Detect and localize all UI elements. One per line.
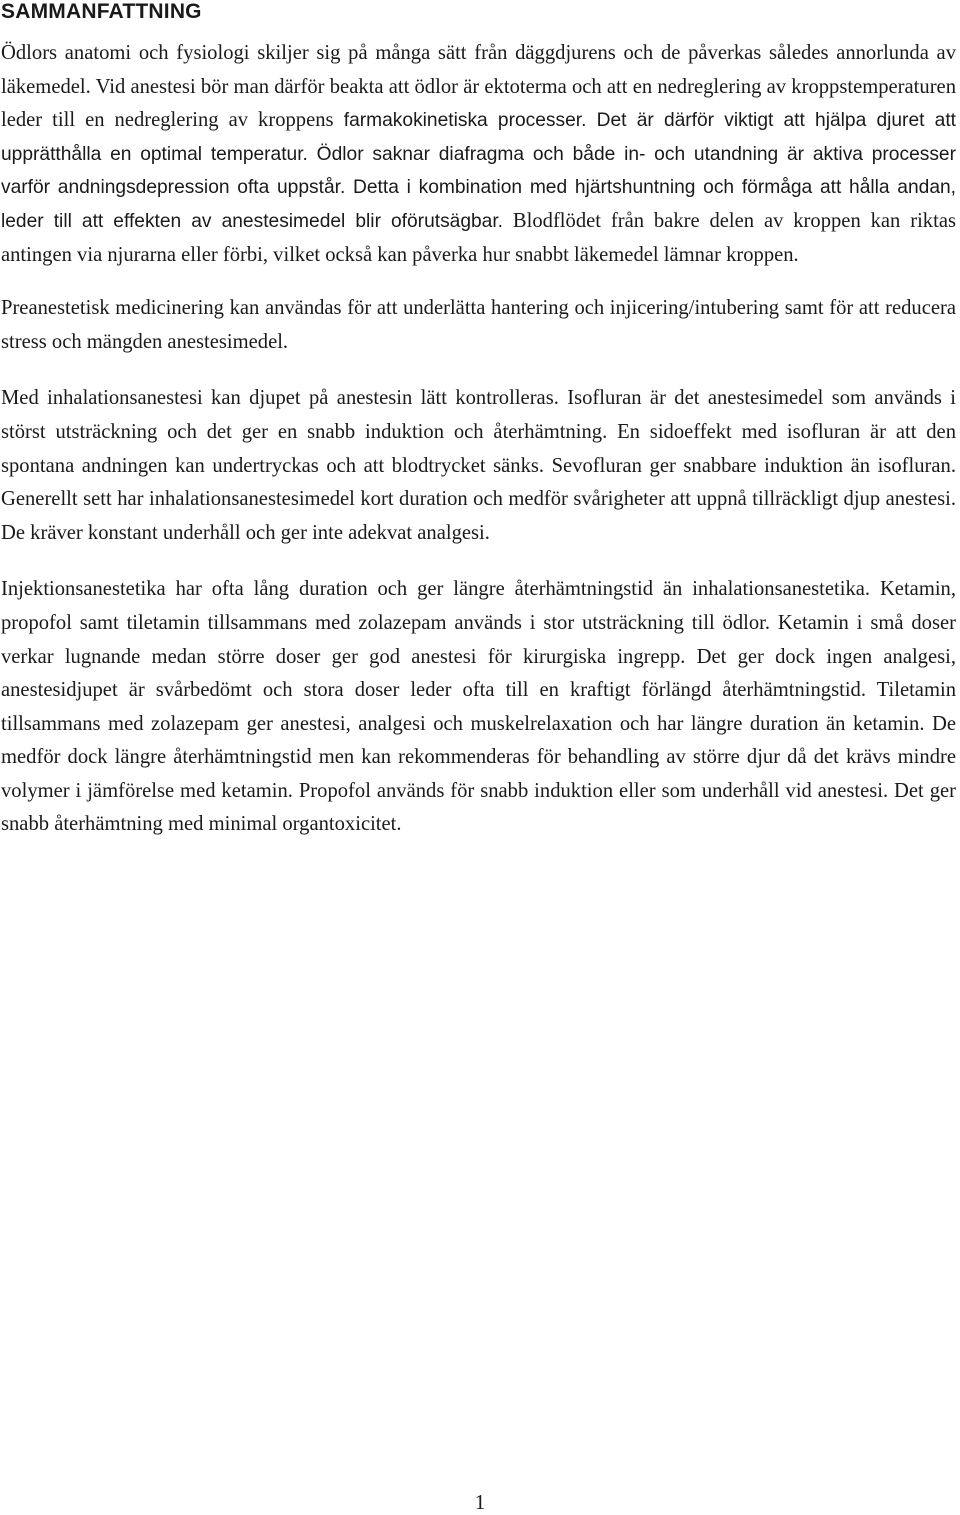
paragraph-injection <box>1 573 956 842</box>
text-run: Preanestetisk medicinering kan användas för att underlätta hantering och injicering/intubering samt för att reducera stress och mängden anestesimedel. <box>1 297 956 353</box>
body-text <box>1 37 956 865</box>
text-run: Med inhalationsanestesi kan djupet på anestesin lätt kontrolleras. Isofluran är det anestesimedel som används i störst utsträckning och det ger en snabb induktion och återhämtning. En sidoeffekt med isofluran är att den spontana andningen kan undertryckas och att blodtrycket sänks. Sevofluran ger snabbare induktion än isofluran. Generellt sett har inhalationsanestesimedel kort duration och medför svårigheter att uppnå tillräckligt djup anestesi. De kräver konstant underhåll och ger inte adekvat analgesi. <box>1 387 956 544</box>
section-heading: SAMMANFATTNING <box>1 0 202 23</box>
paragraph-premedication <box>1 292 956 359</box>
page-number: 1 <box>474 1490 486 1514</box>
text-run: Injektionsanestetika har ofta lång duration och ger längre återhämtningstid än inhalationsanestetika. Ketamin, propofol samt tiletamin tillsammans med zolazepam används i stor utsträckning till ödlor. Ketamin i små doser verkar lugnande medan större doser ger god anestesi för kirurgiska ingrepp. Det ger dock ingen analgesi, anestesidjupet är svårbedömt och stora doser leder ofta till en kraftigt förlängd återhämtningstid. Tiletamin tillsammans med zolazepam ger anestesi, analgesi och muskelrelaxation och har längre duration än ketamin. De medför dock längre återhämtningstid men kan rekommenderas för behandling av större djur då det krävs mindre volymer i jämförelse med ketamin. Propofol används för snabb induktion eller som underhåll vid anestesi. Det ger snabb återhämtning med minimal organtoxicitet. <box>1 578 956 836</box>
text-run-sans: farmakokinetiska processer. Det är därför viktigt att hjälpa djuret att upprätthålla en optimal temperatur. Ödlor saknar diafragma och både in- och utandning är aktiva processer varför andningsdepression ofta uppstår. Detta i kombination med hjärtshuntning och förmåga att hålla andan, leder till att effekten av anestesimedel blir oförutsägbar. <box>1 110 956 232</box>
paragraph-anatomy <box>1 37 956 272</box>
text-run: Ödlors anatomi och fysiologi skiljer sig på många sätt från däggdjurens och de påverkas således annorlunda av läkemedel. Vid anestesi bör man därför beakta att ödlor är ektoterma och att en nedreglering av kroppstemperaturen leder till en nedreglering av kroppens <box>1 42 956 132</box>
text-run: Blodflödet från bakre delen av kroppen kan riktas antingen via njurarna eller förbi, vilket också kan påverka hur snabbt läkemedel lämnar kroppen. <box>1 209 956 266</box>
paragraph-inhalation <box>1 382 956 550</box>
